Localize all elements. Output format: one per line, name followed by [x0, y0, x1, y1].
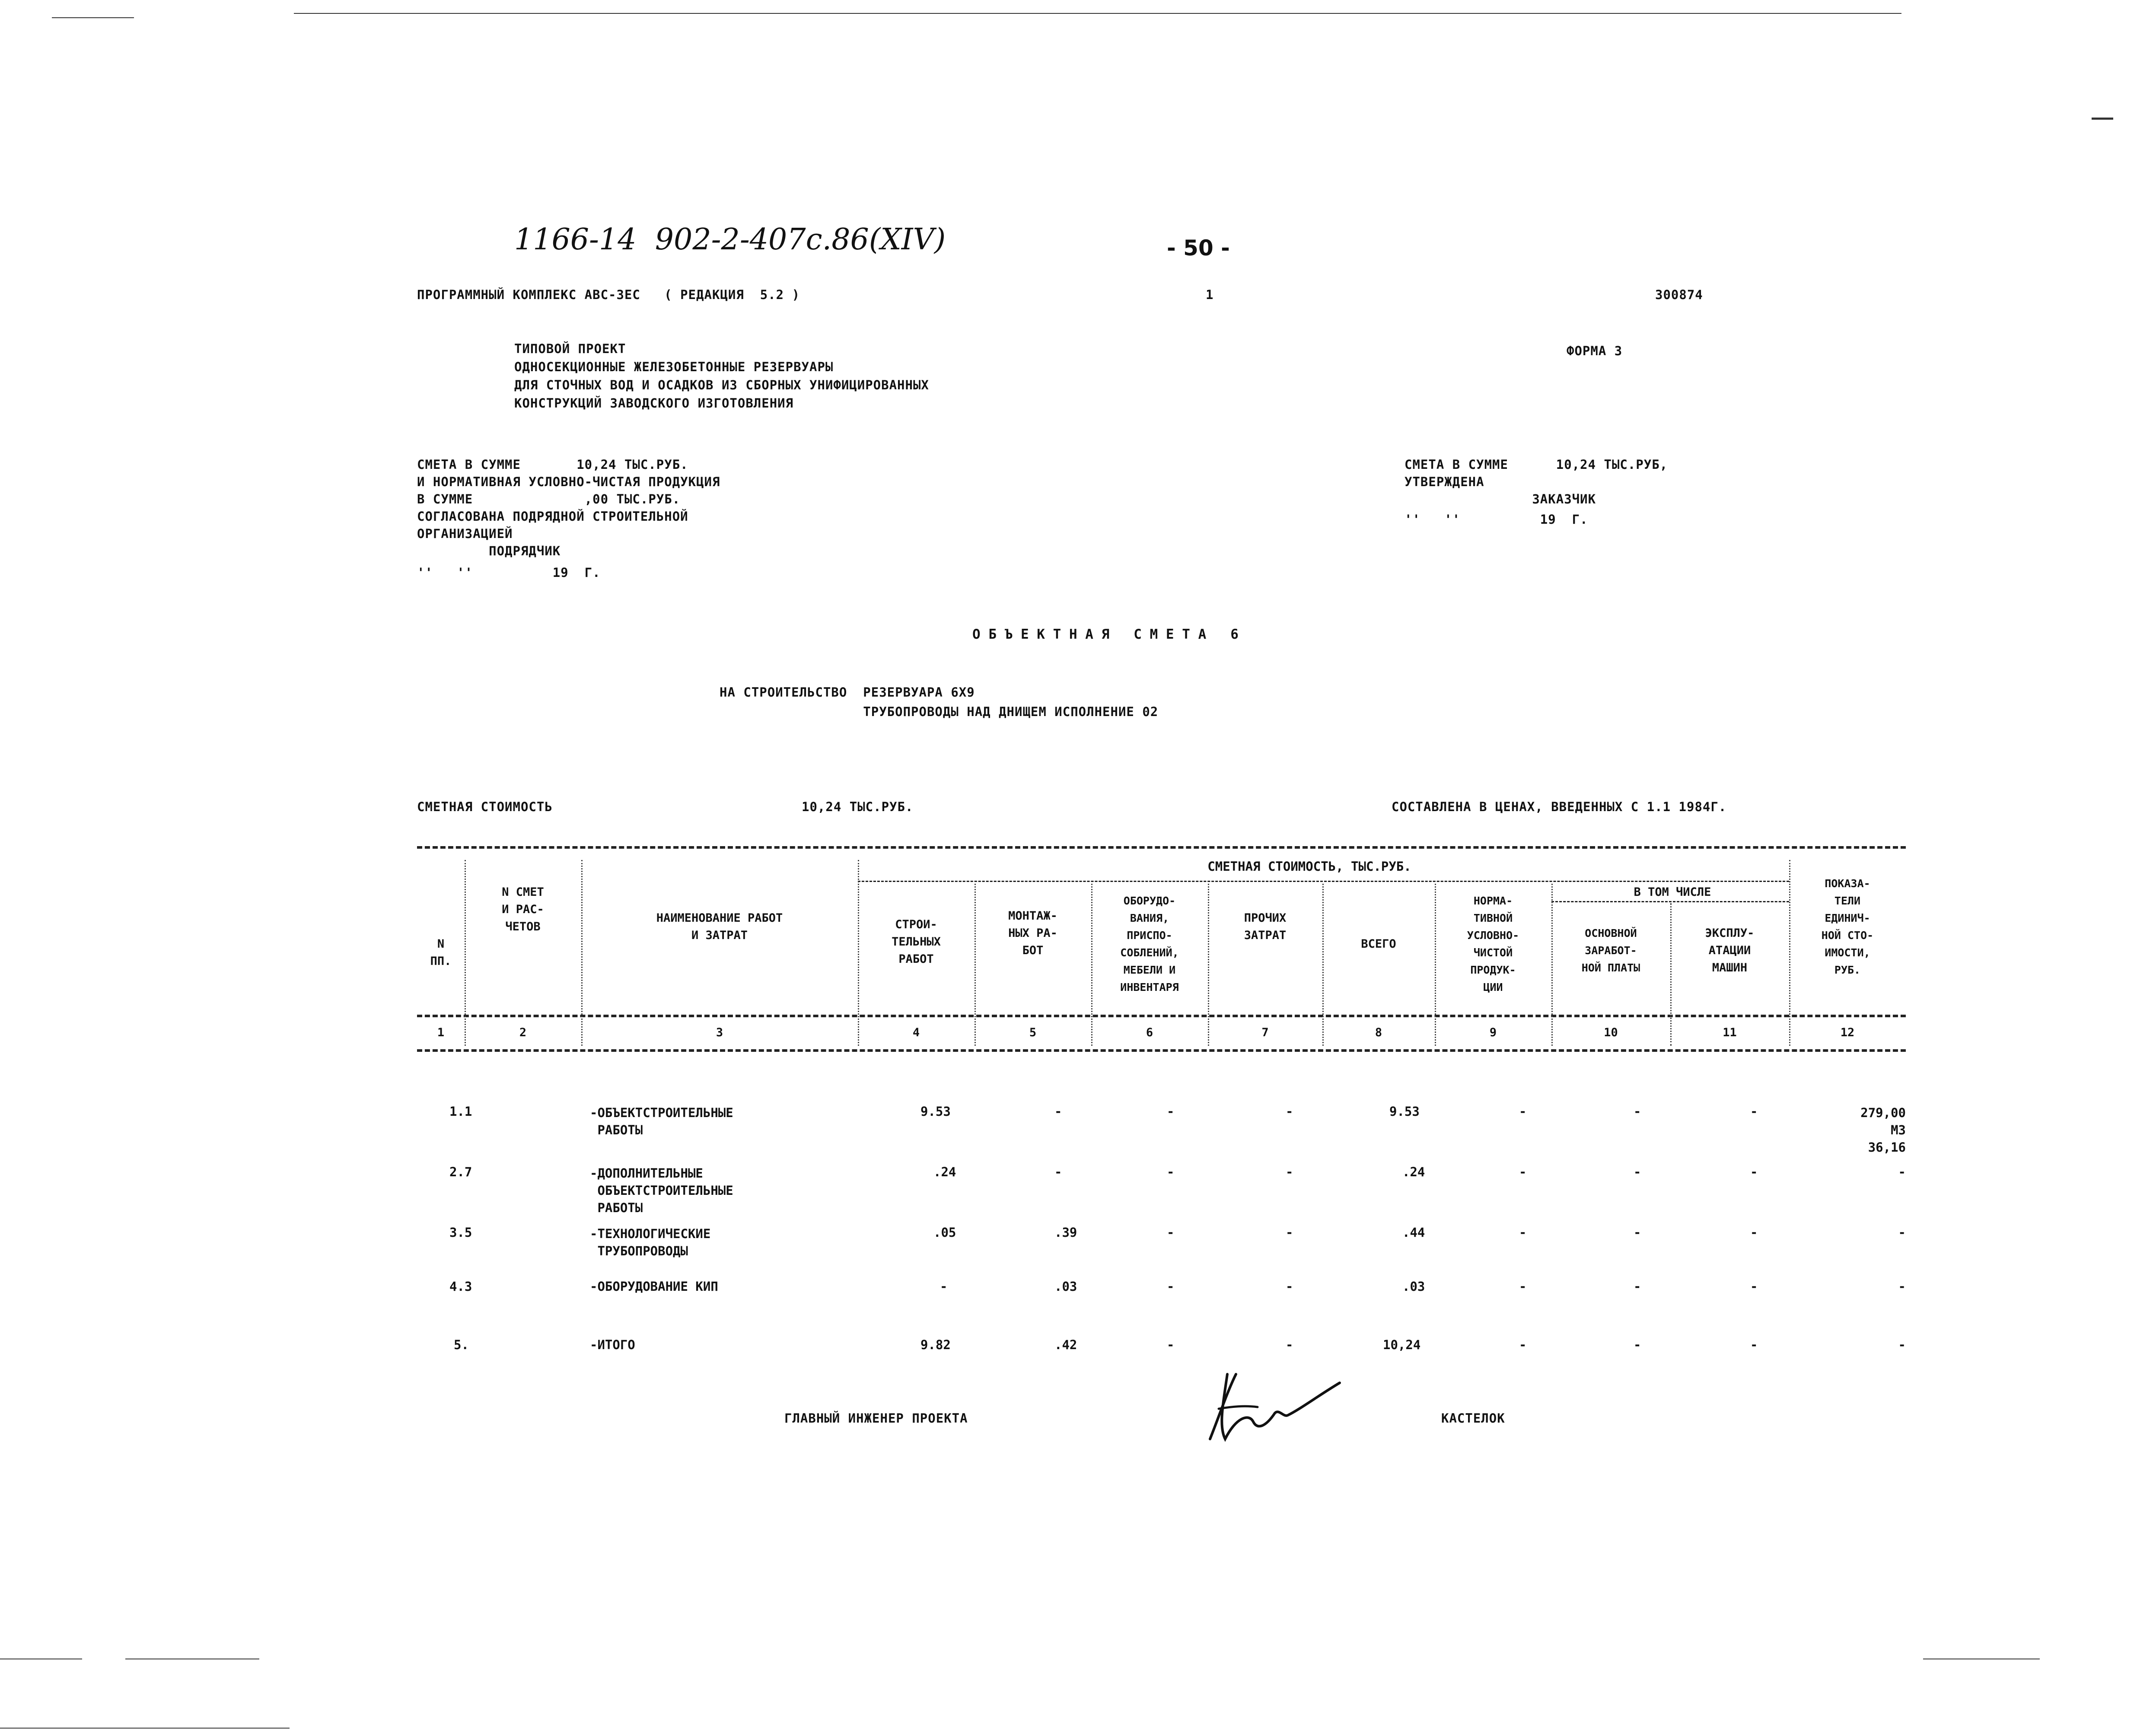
row-construction: .05	[933, 1225, 956, 1240]
subgroup-header: В ТОМ ЧИСЛЕ	[1634, 885, 1711, 899]
col-header-unit-cost: ПОКАЗА- ТЕЛИ ЕДИНИЧ- НОЙ СТО- ИМОСТИ, РУБ.	[1821, 877, 1874, 976]
chief-engineer-label: ГЛАВНЫЙ ИНЖЕНЕР ПРОЕКТА	[784, 1411, 968, 1426]
right-block-line: '' '' 19 Г.	[1404, 512, 1588, 527]
document-title: О Б Ъ Е К Т Н А Я С М Е Т А 6	[972, 627, 1239, 642]
project-line: ДЛЯ СТОЧНЫХ ВОД И ОСАДКОВ ИЗ СБОРНЫХ УНИФИЦИРОВАННЫХ	[514, 378, 929, 392]
right-block-line: ЗАКАЗЧИК	[1404, 492, 1596, 506]
column-number: 1	[437, 1026, 445, 1039]
left-block-line: ПОДРЯДЧИК	[417, 544, 561, 558]
row-unit-cost: -	[1898, 1337, 1906, 1352]
row-other: -	[1286, 1225, 1293, 1240]
column-number: 5	[1029, 1026, 1037, 1039]
row-other: -	[1286, 1337, 1293, 1352]
row-name: -ОБОРУДОВАНИЕ КИП	[590, 1279, 718, 1294]
prices-note: СОСТАВЛЕНА В ЦЕНАХ, ВВЕДЕННЫХ С 1.1 1984Г.	[1392, 799, 1727, 814]
document-number: 300874	[1655, 287, 1703, 302]
row-name: -ТЕХНОЛОГИЧЕСКИЕ ТРУБОПРОВОДЫ	[590, 1226, 711, 1258]
row-total: 10,24	[1383, 1337, 1421, 1352]
left-block-line: В СУММЕ ,00 ТЫС.РУБ.	[417, 492, 681, 506]
row-machines: -	[1750, 1279, 1758, 1294]
left-block-line: '' '' 19 Г.	[417, 565, 601, 580]
project-line: КОНСТРУКЦИЙ ЗАВОДСКОГО ИЗГОТОВЛЕНИЯ	[514, 396, 794, 411]
column-number: 3	[716, 1026, 723, 1039]
col-header-other: ПРОЧИХ ЗАТРАТ	[1244, 911, 1287, 942]
row-name: -ДОПОЛНИТЕЛЬНЫЕ ОБЪЕКТСТРОИТЕЛЬНЫЕ РАБОТЫ	[590, 1166, 733, 1215]
right-block-line: УТВЕРЖДЕНА	[1404, 474, 1484, 489]
page-number: - 50 -	[1167, 236, 1230, 261]
row-number: 4.3	[449, 1279, 472, 1294]
row-machines: -	[1750, 1165, 1758, 1179]
row-wages: -	[1634, 1225, 1641, 1240]
row-equipment: -	[1167, 1279, 1175, 1294]
left-block-line: И НОРМАТИВНАЯ УСЛОВНО-ЧИСТАЯ ПРОДУКЦИЯ	[417, 474, 720, 489]
column-number: 6	[1146, 1026, 1153, 1039]
col-header-number: N ПП.	[430, 937, 452, 968]
scan-top-line	[294, 13, 1901, 14]
project-line: ОДНОСЕКЦИОННЫЕ ЖЕЛЕЗОБЕТОННЫЕ РЕЗЕРВУАРЫ	[514, 360, 834, 374]
row-construction: .24	[933, 1165, 956, 1179]
project-line: ТИПОВОЙ ПРОЕКТ	[514, 341, 626, 356]
row-total: .44	[1402, 1225, 1425, 1240]
row-installation: -	[1054, 1165, 1062, 1179]
row-ncp: -	[1519, 1165, 1527, 1179]
row-other: -	[1286, 1279, 1293, 1294]
header-bottom-rule	[417, 1015, 1906, 1017]
row-installation: .42	[1054, 1337, 1077, 1352]
column-number: 11	[1723, 1026, 1737, 1039]
col-header-installation: МОНТАЖ- НЫХ РА- БОТ	[1008, 909, 1057, 957]
row-unit-cost: -	[1898, 1279, 1906, 1294]
form-label: ФОРМА 3	[1567, 344, 1623, 358]
row-total: 9.53	[1389, 1104, 1420, 1119]
row-equipment: -	[1167, 1337, 1175, 1352]
numbers-bottom-rule	[417, 1049, 1906, 1052]
row-name: -ИТОГО	[590, 1337, 635, 1352]
row-unit-cost: -	[1898, 1225, 1906, 1240]
program-line: ПРОГРАММНЫЙ КОМПЛЕКС АВС-ЗЕС ( РЕДАКЦИЯ 5.2 )	[417, 287, 800, 302]
left-block-line: ОРГАНИЗАЦИЕЙ	[417, 526, 513, 541]
scan-mark	[0, 1728, 290, 1729]
column-number: 7	[1261, 1026, 1269, 1039]
row-machines: -	[1750, 1104, 1758, 1119]
page-marker: 1	[1206, 287, 1214, 302]
column-number: 12	[1840, 1026, 1855, 1039]
table-top-rule	[417, 846, 1906, 849]
col-header-machines: ЭКСПЛУ- АТАЦИИ МАШИН	[1705, 926, 1755, 974]
subgroup-rule	[1551, 901, 1789, 902]
row-ncp: -	[1519, 1279, 1527, 1294]
col-header-total: ВСЕГО	[1361, 937, 1396, 951]
row-machines: -	[1750, 1225, 1758, 1240]
signature	[1201, 1366, 1344, 1448]
scan-mark	[2092, 118, 2113, 120]
group-rule	[858, 881, 1789, 882]
column-separator	[1208, 884, 1209, 1046]
right-block-line: СМЕТА В СУММЕ 10,24 ТЫС.РУБ,	[1404, 457, 1668, 472]
row-ncp: -	[1519, 1225, 1527, 1240]
row-wages: -	[1634, 1337, 1641, 1352]
group-header: СМЕТНАЯ СТОИМОСТЬ, ТЫС.РУБ.	[1207, 859, 1411, 874]
row-wages: -	[1634, 1104, 1641, 1119]
column-number: 9	[1489, 1026, 1497, 1039]
row-equipment: -	[1167, 1104, 1175, 1119]
row-construction: 9.82	[920, 1337, 951, 1352]
handwritten-sheet-code: 1166-14 902-2-407с.86(XIV)	[514, 223, 946, 257]
chief-engineer-surname: КАСТЕЛОК	[1441, 1411, 1505, 1426]
row-number: 2.7	[449, 1165, 472, 1179]
row-other: -	[1286, 1165, 1293, 1179]
row-equipment: -	[1167, 1225, 1175, 1240]
row-installation: -	[1054, 1104, 1062, 1119]
row-ncp: -	[1519, 1337, 1527, 1352]
row-ncp: -	[1519, 1104, 1527, 1119]
left-block-line: СОГЛАСОВАНА ПОДРЯДНОЙ СТРОИТЕЛЬНОЙ	[417, 509, 688, 524]
row-unit-cost: -	[1898, 1165, 1906, 1179]
row-total: .24	[1402, 1165, 1425, 1179]
row-wages: -	[1634, 1279, 1641, 1294]
row-number: 3.5	[449, 1225, 472, 1240]
scan-mark	[52, 17, 134, 18]
left-block-line: СМЕТА В СУММЕ 10,24 ТЫС.РУБ.	[417, 457, 688, 472]
row-other: -	[1286, 1104, 1293, 1119]
cost-value: 10,24 ТЫС.РУБ.	[802, 799, 914, 814]
col-header-equipment: ОБОРУДО- ВАНИЯ, ПРИСПО- СОБЛЕНИЙ, МЕБЕЛИ И ИНВЕНТАРЯ	[1120, 895, 1179, 993]
row-installation: .03	[1054, 1279, 1077, 1294]
column-separator	[1322, 884, 1324, 1046]
col-header-name: НАИМЕНОВАНИЕ РАБОТ И ЗАТРАТ	[656, 911, 783, 942]
row-installation: .39	[1054, 1225, 1077, 1240]
row-total: .03	[1402, 1279, 1425, 1294]
column-separator	[581, 860, 583, 1046]
row-unit-cost: 279,00 М3 36,16	[1860, 1105, 1906, 1155]
row-construction: 9.53	[920, 1104, 951, 1119]
row-wages: -	[1634, 1165, 1641, 1179]
row-construction: -	[940, 1279, 948, 1294]
col-header-estimate: N СМЕТ И РАС- ЧЕТОВ	[502, 885, 544, 933]
row-machines: -	[1750, 1337, 1758, 1352]
subtitle-line: ТРУБОПРОВОДЫ НАД ДНИЩЕМ ИСПОЛНЕНИЕ 02	[720, 704, 1159, 719]
column-number: 2	[519, 1026, 527, 1039]
column-number: 10	[1604, 1026, 1618, 1039]
row-number: 1.1	[449, 1104, 472, 1119]
subtitle-line: НА СТРОИТЕЛЬСТВО РЕЗЕРВУАРА 6Х9	[720, 685, 975, 700]
column-number: 4	[912, 1026, 920, 1039]
col-header-construction: СТРОИ- ТЕЛЬНЫХ РАБОТ	[892, 918, 941, 966]
cost-label: СМЕТНАЯ СТОИМОСТЬ	[417, 799, 553, 814]
col-header-wages: ОСНОВНОЙ ЗАРАБОТ- НОЙ ПЛАТЫ	[1581, 927, 1640, 974]
col-header-ncp: НОРМА- ТИВНОЙ УСЛОВНО- ЧИСТОЙ ПРОДУК- ЦИИ	[1467, 895, 1519, 993]
row-name: -ОБЪЕКТСТРОИТЕЛЬНЫЕ РАБОТЫ	[590, 1105, 733, 1137]
row-number: 5.	[454, 1337, 469, 1352]
row-equipment: -	[1167, 1165, 1175, 1179]
column-number: 8	[1375, 1026, 1382, 1039]
